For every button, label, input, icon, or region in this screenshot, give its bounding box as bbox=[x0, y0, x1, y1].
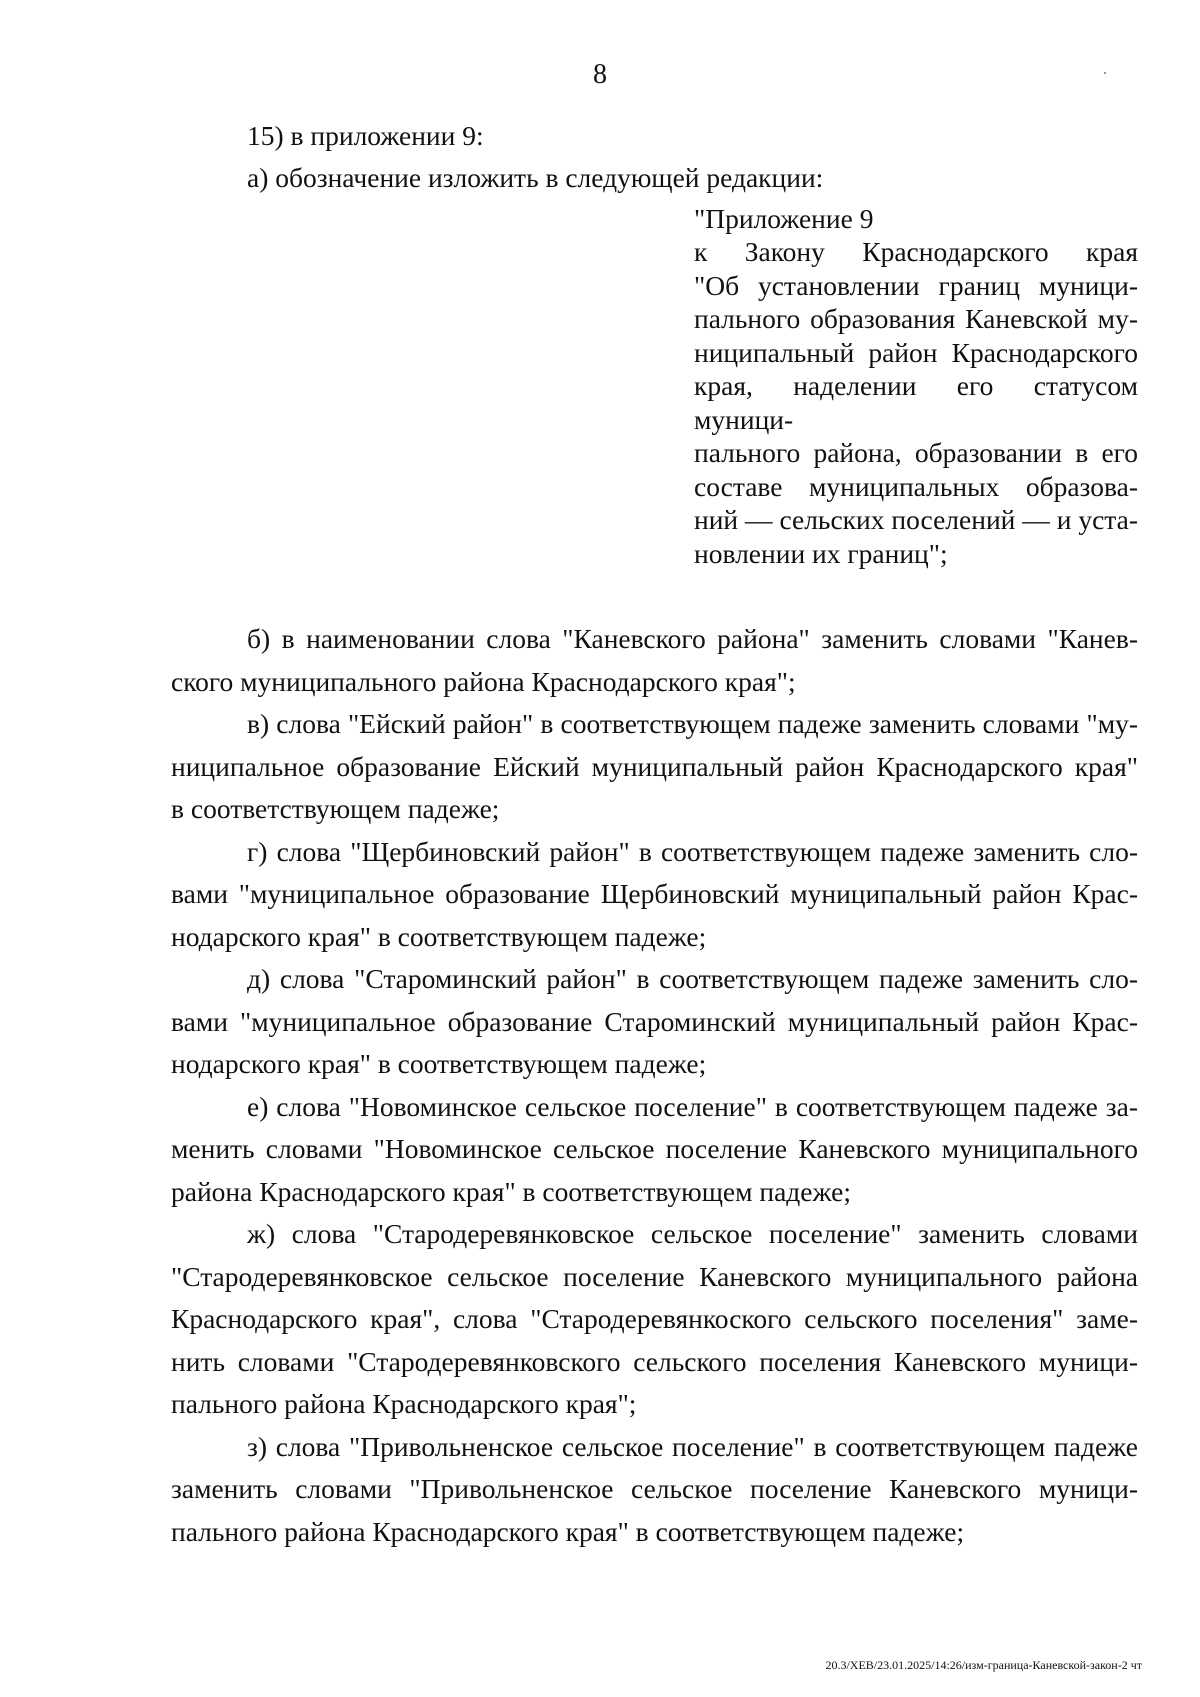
paragraph-line: Краснодарского края", слова "Стародеревянкоского сельского поселения" заме- bbox=[171, 1303, 1138, 1334]
item-zh bbox=[171, 1213, 1138, 1426]
scan-speck bbox=[1104, 72, 1106, 74]
paragraph-line: ского муниципального района Краснодарского края"; bbox=[171, 665, 796, 697]
paragraph-line: менить словами "Новоминское сельское поселение Каневского муниципального bbox=[171, 1133, 1138, 1164]
paragraph-line: б) в наименовании слова "Каневского района" заменить словами "Канев- bbox=[247, 623, 1138, 654]
paragraph-line: ж) слова "Стародеревянковское сельское поселение" заменить словами bbox=[247, 1218, 1138, 1249]
annex-line: "Приложение 9 bbox=[694, 203, 874, 234]
paragraph-line: заменить словами "Привольненское сельское поселение Каневского муници- bbox=[171, 1473, 1138, 1504]
annex-line: пального района, образовании в его bbox=[694, 437, 1138, 468]
paragraph-line: "Стародеревянковское сельское поселение Каневского муниципального района bbox=[171, 1260, 1138, 1292]
paragraph-line: пального района Краснодарского края"; bbox=[171, 1388, 637, 1419]
document-body bbox=[171, 115, 1138, 1553]
document-footer-code: 20.3/ХЕВ/23.01.2025/14:26/изм-граница-Каневской-закон-2 чт bbox=[825, 1658, 1142, 1672]
paragraph-line: е) слова "Новоминское сельское поселение" в соответствующем падеже за- bbox=[247, 1090, 1138, 1122]
paragraph-line: вами "муниципальное образование Староминский муниципальный район Крас- bbox=[171, 1005, 1138, 1037]
annex-line: ний — сельских поселений — и уста- bbox=[694, 504, 1138, 535]
paragraph-line: нить словами "Стародеревянковского сельского поселения Каневского муници- bbox=[171, 1345, 1138, 1377]
paragraph-line: пального района Краснодарского края" в соответствующем падеже; bbox=[171, 1515, 965, 1547]
annex-designation bbox=[694, 203, 1138, 570]
paragraph-line: вами "муниципальное образование Щербиновский муниципальный район Крас- bbox=[171, 878, 1138, 909]
amendment-heading: 15) в приложении 9: bbox=[247, 120, 484, 151]
spacer bbox=[171, 570, 1138, 618]
item-e bbox=[171, 1086, 1138, 1214]
paragraph-line: в соответствующем падеже; bbox=[171, 793, 500, 824]
item-v bbox=[171, 703, 1138, 831]
item-z bbox=[171, 1426, 1138, 1554]
annex-line: к Закону Краснодарского края bbox=[694, 236, 1138, 267]
paragraph-line: ниципальное образование Ейский муниципальный район Краснодарского края" bbox=[171, 750, 1138, 782]
paragraph-line: нодарского края" в соответствующем падеже; bbox=[171, 920, 707, 952]
page-number: 8 bbox=[593, 59, 607, 90]
item-g bbox=[171, 831, 1138, 959]
annex-line: ниципальный район Краснодарского bbox=[694, 336, 1138, 368]
annex-line: новлении их границ"; bbox=[694, 537, 948, 569]
paragraph-line: района Краснодарского края" в соответствующем падеже; bbox=[171, 1175, 851, 1207]
annex-line: пального образования Каневской му- bbox=[694, 303, 1138, 334]
paragraph-line: нодарского края" в соответствующем падеже; bbox=[171, 1048, 707, 1079]
paragraph-line: з) слова "Привольненское сельское поселение" в соответствующем падеже bbox=[247, 1430, 1138, 1462]
item-a: а) обозначение изложить в следующей редакции: bbox=[247, 162, 824, 193]
paragraph-line: г) слова "Щербиновский район" в соответствующем падеже заменить сло- bbox=[247, 835, 1138, 867]
annex-line: "Об установлении границ муници- bbox=[694, 269, 1138, 301]
item-d bbox=[171, 958, 1138, 1086]
annex-line: края, наделении его статусом муници- bbox=[694, 370, 1138, 435]
paragraph-line: в) слова "Ейский район" в соответствующем падеже заменить словами "му- bbox=[247, 708, 1138, 739]
annex-line: составе муниципальных образова- bbox=[694, 470, 1138, 502]
item-b bbox=[171, 618, 1138, 703]
paragraph-line: д) слова "Староминский район" в соответствующем падеже заменить сло- bbox=[247, 963, 1138, 994]
